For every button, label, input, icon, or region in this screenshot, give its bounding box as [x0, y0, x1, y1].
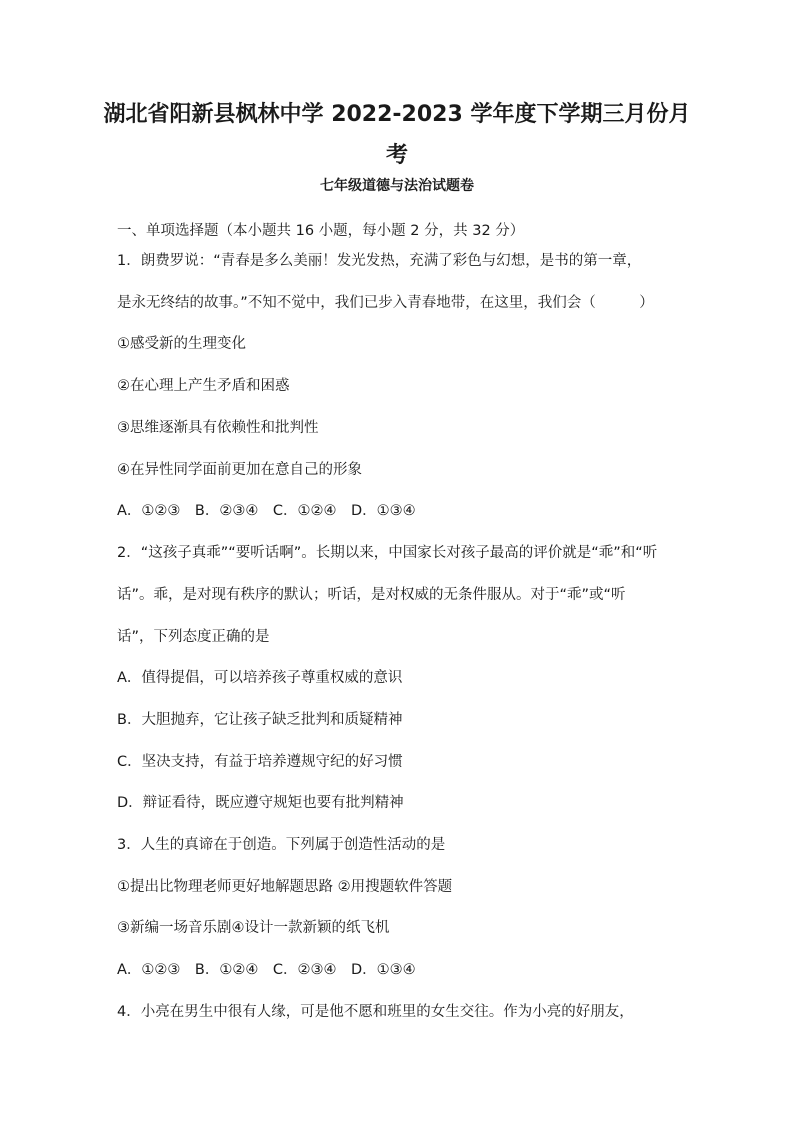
- question-2-option-b: B．大胆抛弃，它让孩子缺乏批判和质疑精神: [117, 712, 403, 728]
- question-2-option-c: C．坚决支持，有益于培养遵规守纪的好习惯: [117, 754, 403, 770]
- question-2-option-a: A．值得提倡，可以培养孩子尊重权威的意识: [117, 670, 403, 686]
- question-1-statement-1: ①感受新的生理变化: [117, 336, 246, 352]
- question-3-options: A．①②③ B．①②④ C．②③④ D．①③④: [117, 962, 416, 978]
- question-2-stem-line-1: 2．“这孩子真乖”“要听话啊”。长期以来，中国家长对孩子最高的评价就是“乖”和“听: [117, 545, 658, 561]
- question-1-options: A．①②③ B．②③④ C．①②④ D．①③④: [117, 503, 416, 519]
- exam-subtitle: 七年级道德与法治试题卷: [320, 178, 474, 194]
- question-2-stem-line-2: 话”。乖，是对现有秩序的默认；听话，是对权威的无条件服从。对于“乖”或“听: [117, 587, 626, 603]
- question-2-option-d: D．辩证看待，既应遵守规矩也要有批判精神: [117, 795, 404, 811]
- question-1-stem-line-2: 是永无终结的故事。”不知不觉中，我们已步入青春地带，在这里，我们会（ ）: [117, 295, 654, 311]
- section-heading: 一、单项选择题（本小题共 16 小题，每小题 2 分，共 32 分）: [117, 223, 525, 239]
- question-1-statement-4: ④在异性同学面前更加在意自己的形象: [117, 462, 362, 478]
- question-4-stem-line-1: 4．小亮在男生中很有人缘，可是他不愿和班里的女生交往。作为小亮的好朋友，: [117, 1004, 634, 1020]
- question-1-statement-3: ③思维逐渐具有依赖性和批判性: [117, 420, 319, 436]
- question-3-statements-line-2: ③新编一场音乐剧④设计一款新颖的纸飞机: [117, 920, 390, 936]
- question-2-stem-line-3: 话”，下列态度正确的是: [117, 629, 270, 645]
- question-3-stem: 3．人生的真谛在于创造。下列属于创造性活动的是: [117, 837, 446, 853]
- exam-title-line-2: 考: [385, 143, 408, 168]
- question-1-statement-2: ②在心理上产生矛盾和困惑: [117, 378, 290, 394]
- question-3-statements-line-1: ①提出比物理老师更好地解题思路 ②用搜题软件答题: [117, 879, 453, 895]
- question-1-stem-line-1: 1．朗费罗说：“青春是多么美丽！发光发热，充满了彩色与幻想，是书的第一章，: [117, 253, 642, 269]
- exam-title-line-1: 湖北省阳新县枫林中学 2022-2023 学年度下学期三月份月: [103, 102, 691, 127]
